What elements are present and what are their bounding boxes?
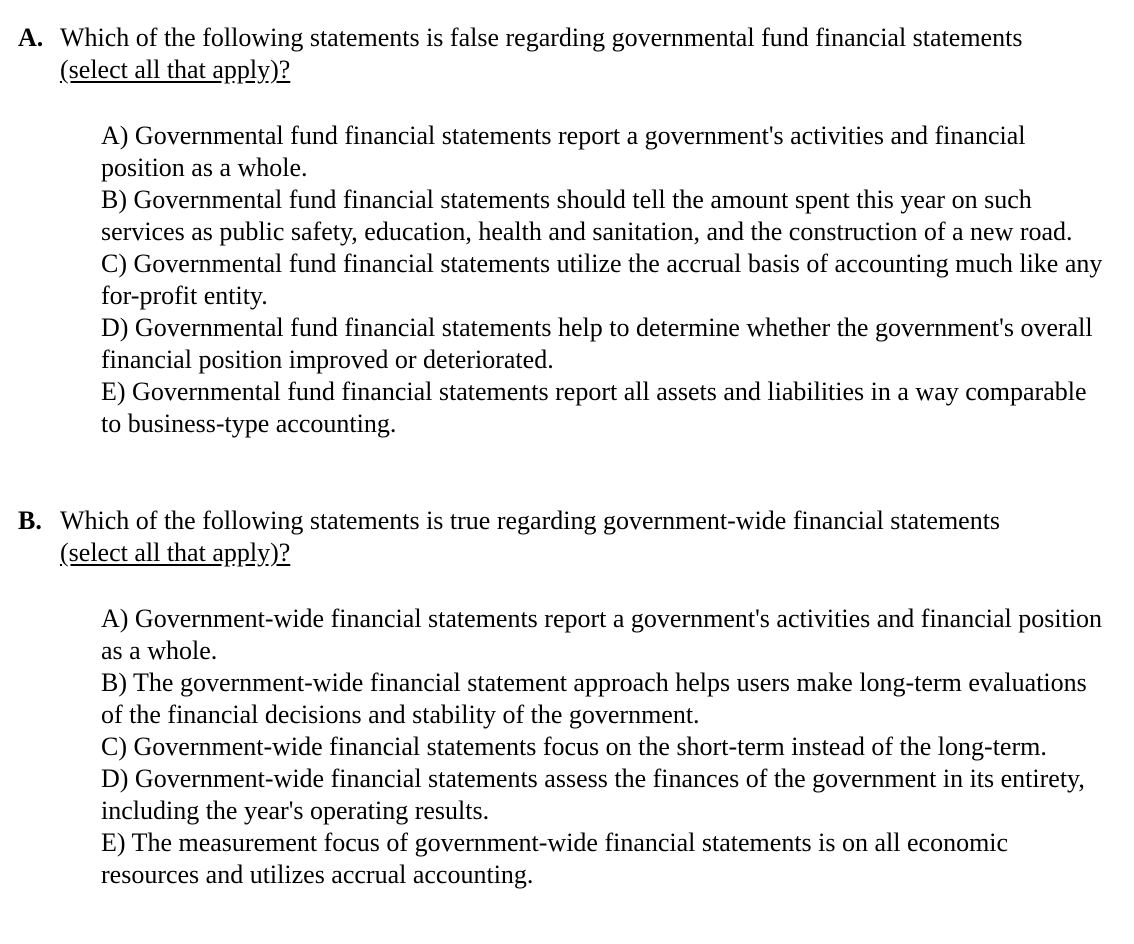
question-a-letter: A. [18, 23, 44, 52]
question-a-option-e: E) Governmental fund financial statements report all assets and liabilities in a way comparable to business-type accounting. [101, 377, 1087, 438]
question-a [0, 22, 1134, 440]
question-b-option-a: A) Government-wide financial statements report a government's activities and financial position as a whole. [101, 604, 1103, 665]
question-b-option-c: C) Government-wide financial statements focus on the short-term instead of the long-term. [101, 732, 1047, 761]
question-a-header [0, 22, 1134, 86]
question-a-option-c: C) Governmental fund financial statements utilize the accrual basis of accounting much like any for-profit entity. [101, 249, 1103, 310]
question-b-header [0, 505, 1134, 569]
question-a-option-a: A) Governmental fund financial statements report a government's activities and financial position as a whole. [101, 121, 1026, 182]
question-b-option-d: D) Government-wide financial statements assess the finances of the government in its entirety, including the year's operating results. [101, 764, 1085, 825]
question-a-options [0, 120, 1134, 440]
question-b-option-b: B) The government-wide financial statement approach helps users make long-term evaluations of the financial decisions and stability of the government. [101, 668, 1087, 729]
question-b-instruction: (select all that apply)? [60, 538, 291, 567]
question-a-prompt: Which of the following statements is false regarding governmental fund financial statements [60, 23, 1023, 52]
question-b-letter: B. [18, 506, 42, 535]
question-a-option-b: B) Governmental fund financial statements should tell the amount spent this year on such services as public safety, education, health and sanitation, and the construction of a new road. [101, 185, 1073, 246]
question-b-prompt: Which of the following statements is true regarding government-wide financial statements [60, 506, 1001, 535]
question-a-option-d: D) Governmental fund financial statements help to determine whether the government's overall financial position improved or deteriorated. [101, 313, 1093, 374]
question-a-instruction: (select all that apply)? [60, 55, 291, 84]
question-b-option-e: E) The measurement focus of government-wide financial statements is on all economic resources and utilizes accrual accounting. [101, 828, 1009, 889]
question-b [0, 505, 1134, 891]
question-b-options [0, 603, 1134, 891]
